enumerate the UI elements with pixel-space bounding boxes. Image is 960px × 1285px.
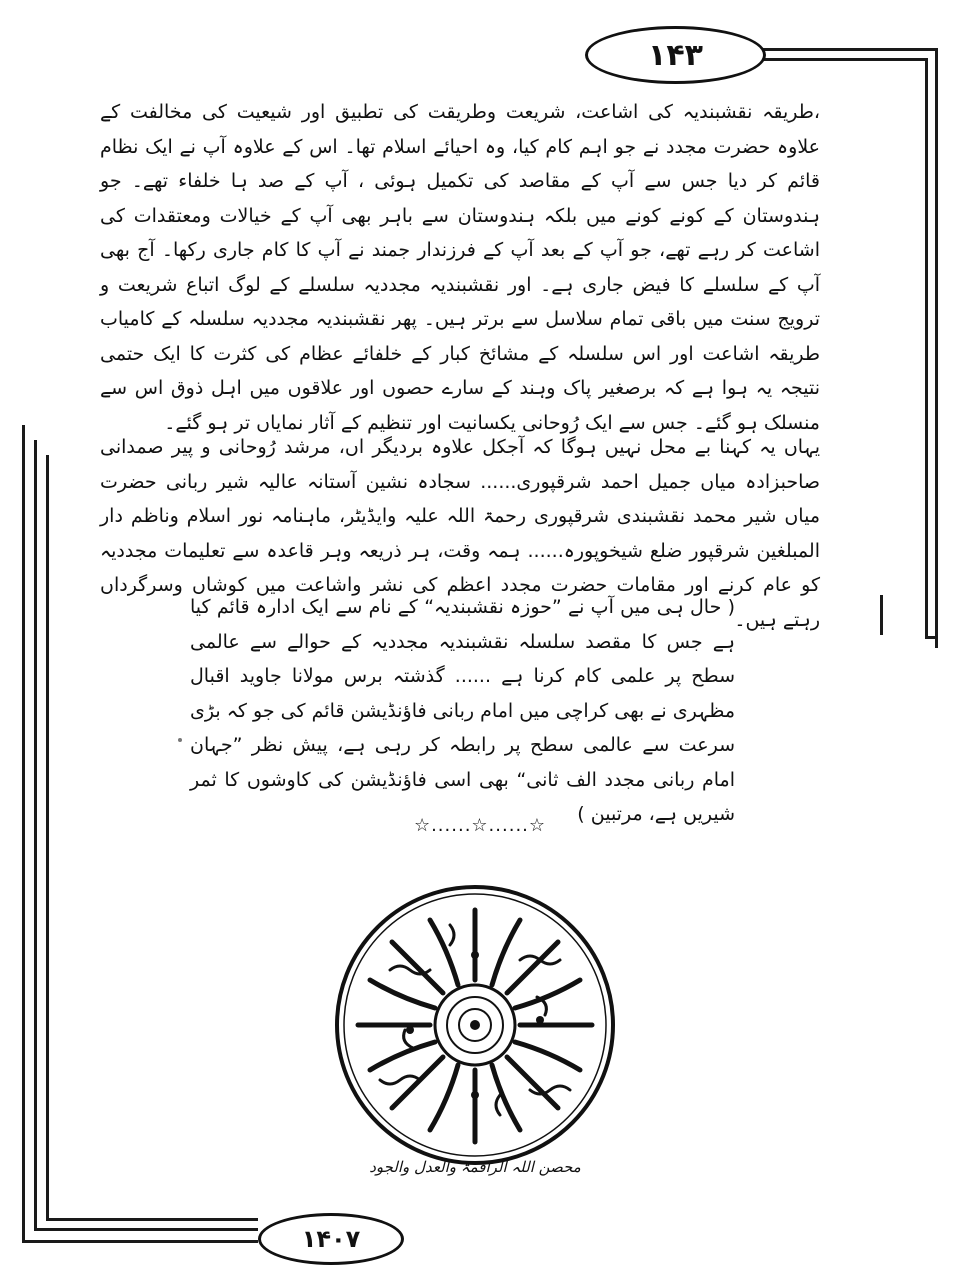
paragraph-2: یہاں یہ کہنا بے محل نہیں ہوگا کہ آجکل علاوہ بردیگر اں، مرشد رُوحانی و پیر صمدانی صاحبزادہ میاں جمیل احمد شرقپوری...... سجادہ نشین آستانہ عالیہ شیر ربانی حضرت میاں شیر محمد نقشبندی شرقپوری رحمۃ اللہ علیہ وایڈیٹر، ماہنامہ نور اسلام وناظم دار المبلغین شرقپور ضلع شیخوپورہ...... ہمہ وقت، ہر ذریعہ وہر قاعدہ سے تعلیمات مجددیہ کو عام کرنے اور مقامات حضرت مجدد اعظم کی نشر واشاعت میں کوشاں وسرگرداں رہتے ہیں۔ [100,436,820,631]
page-number-top: ۱۴۳ [648,37,703,73]
editor-note: ( حال ہی میں آپ نے ”حوزہ نقشبندیہ“ کے نام سے ایک ادارہ قائم کیا ہے جس کا مقصد سلسلہ نقشبندیہ مجددیہ کے حوالے سے عالمی سطح پر علمی کام کرنا ہے ...... گذشتہ برس مولانا جاوید اقبال مظہری نے بھی کراچی میں امام ربانی فاؤنڈیشن قائم کی جو کہ بڑی سرعت سے عالمی سطح پر رابطہ کر رہی ہے، پیش نظر ”جہان امام ربانی مجدد الف ثانی“ بھی اسی فاؤنڈیشن کی کاوشوں کا ثمر شیریں ہے، مرتبین ) [190,596,735,825]
page-number-badge-top [585,26,766,84]
speck [178,738,182,742]
seal-caption: محصن اللہ الراقمۃ والعدل والجود [369,1158,581,1176]
calligraphic-seal-icon [330,880,620,1170]
star-separator: ☆......☆......☆ [413,815,547,836]
paragraph-1: ،طریقہ نقشبندیہ کی اشاعت، شریعت وطریقت کی تطبیق اور شیعیت کی مخالفت کے علاوہ حضرت مجدد نے جو اہم کام کیا، وہ احیائے اسلام تھا۔ اس کے علاوہ آپ نے ایک نظام قائم کر دیا جس سے آپ کے مقاصد کی تکمیل ہوئی ، آپ کے صد ہا خلفاء تھے۔ جو ہندوستان کے کونے کونے میں بلکہ ہندوستان سے باہر بھی آپ کے خیالات ومعتقدات کی اشاعت کر رہے تھے، جو آپ کے بعد آپ کے فرزندار جمند نے آپ کا کام جاری رکھا۔ آج بھی آپ کے سلسلے کا فیض جاری ہے۔ اور نقشبندیہ مجددیہ سلسلے کے لوگ اتباع شریعت و ترویج سنت میں باقی تمام سلاسل سے برتر ہیں۔ پھر نقشبندیہ مجددیہ سلسلہ کے کامیاب طریقہ اشاعت اور اس سلسلہ کے مشائخ کبار کے خلفائے عظام کی کثرت کا ایک حتمی نتیجہ یہ ہوا ہے کہ برصغیر پاک وہند کے سارے حصوں اور علاقوں میں اہل ذوق اس سے منسلک ہو گئے۔ جس سے ایک رُوحانی یکسانیت اور تنظیم کے آثار نمایاں تر ہو گئے۔ [100,101,820,434]
page-number-bottom: ۱۴۰۷ [301,1225,361,1253]
page-number-badge-bottom [258,1213,404,1265]
